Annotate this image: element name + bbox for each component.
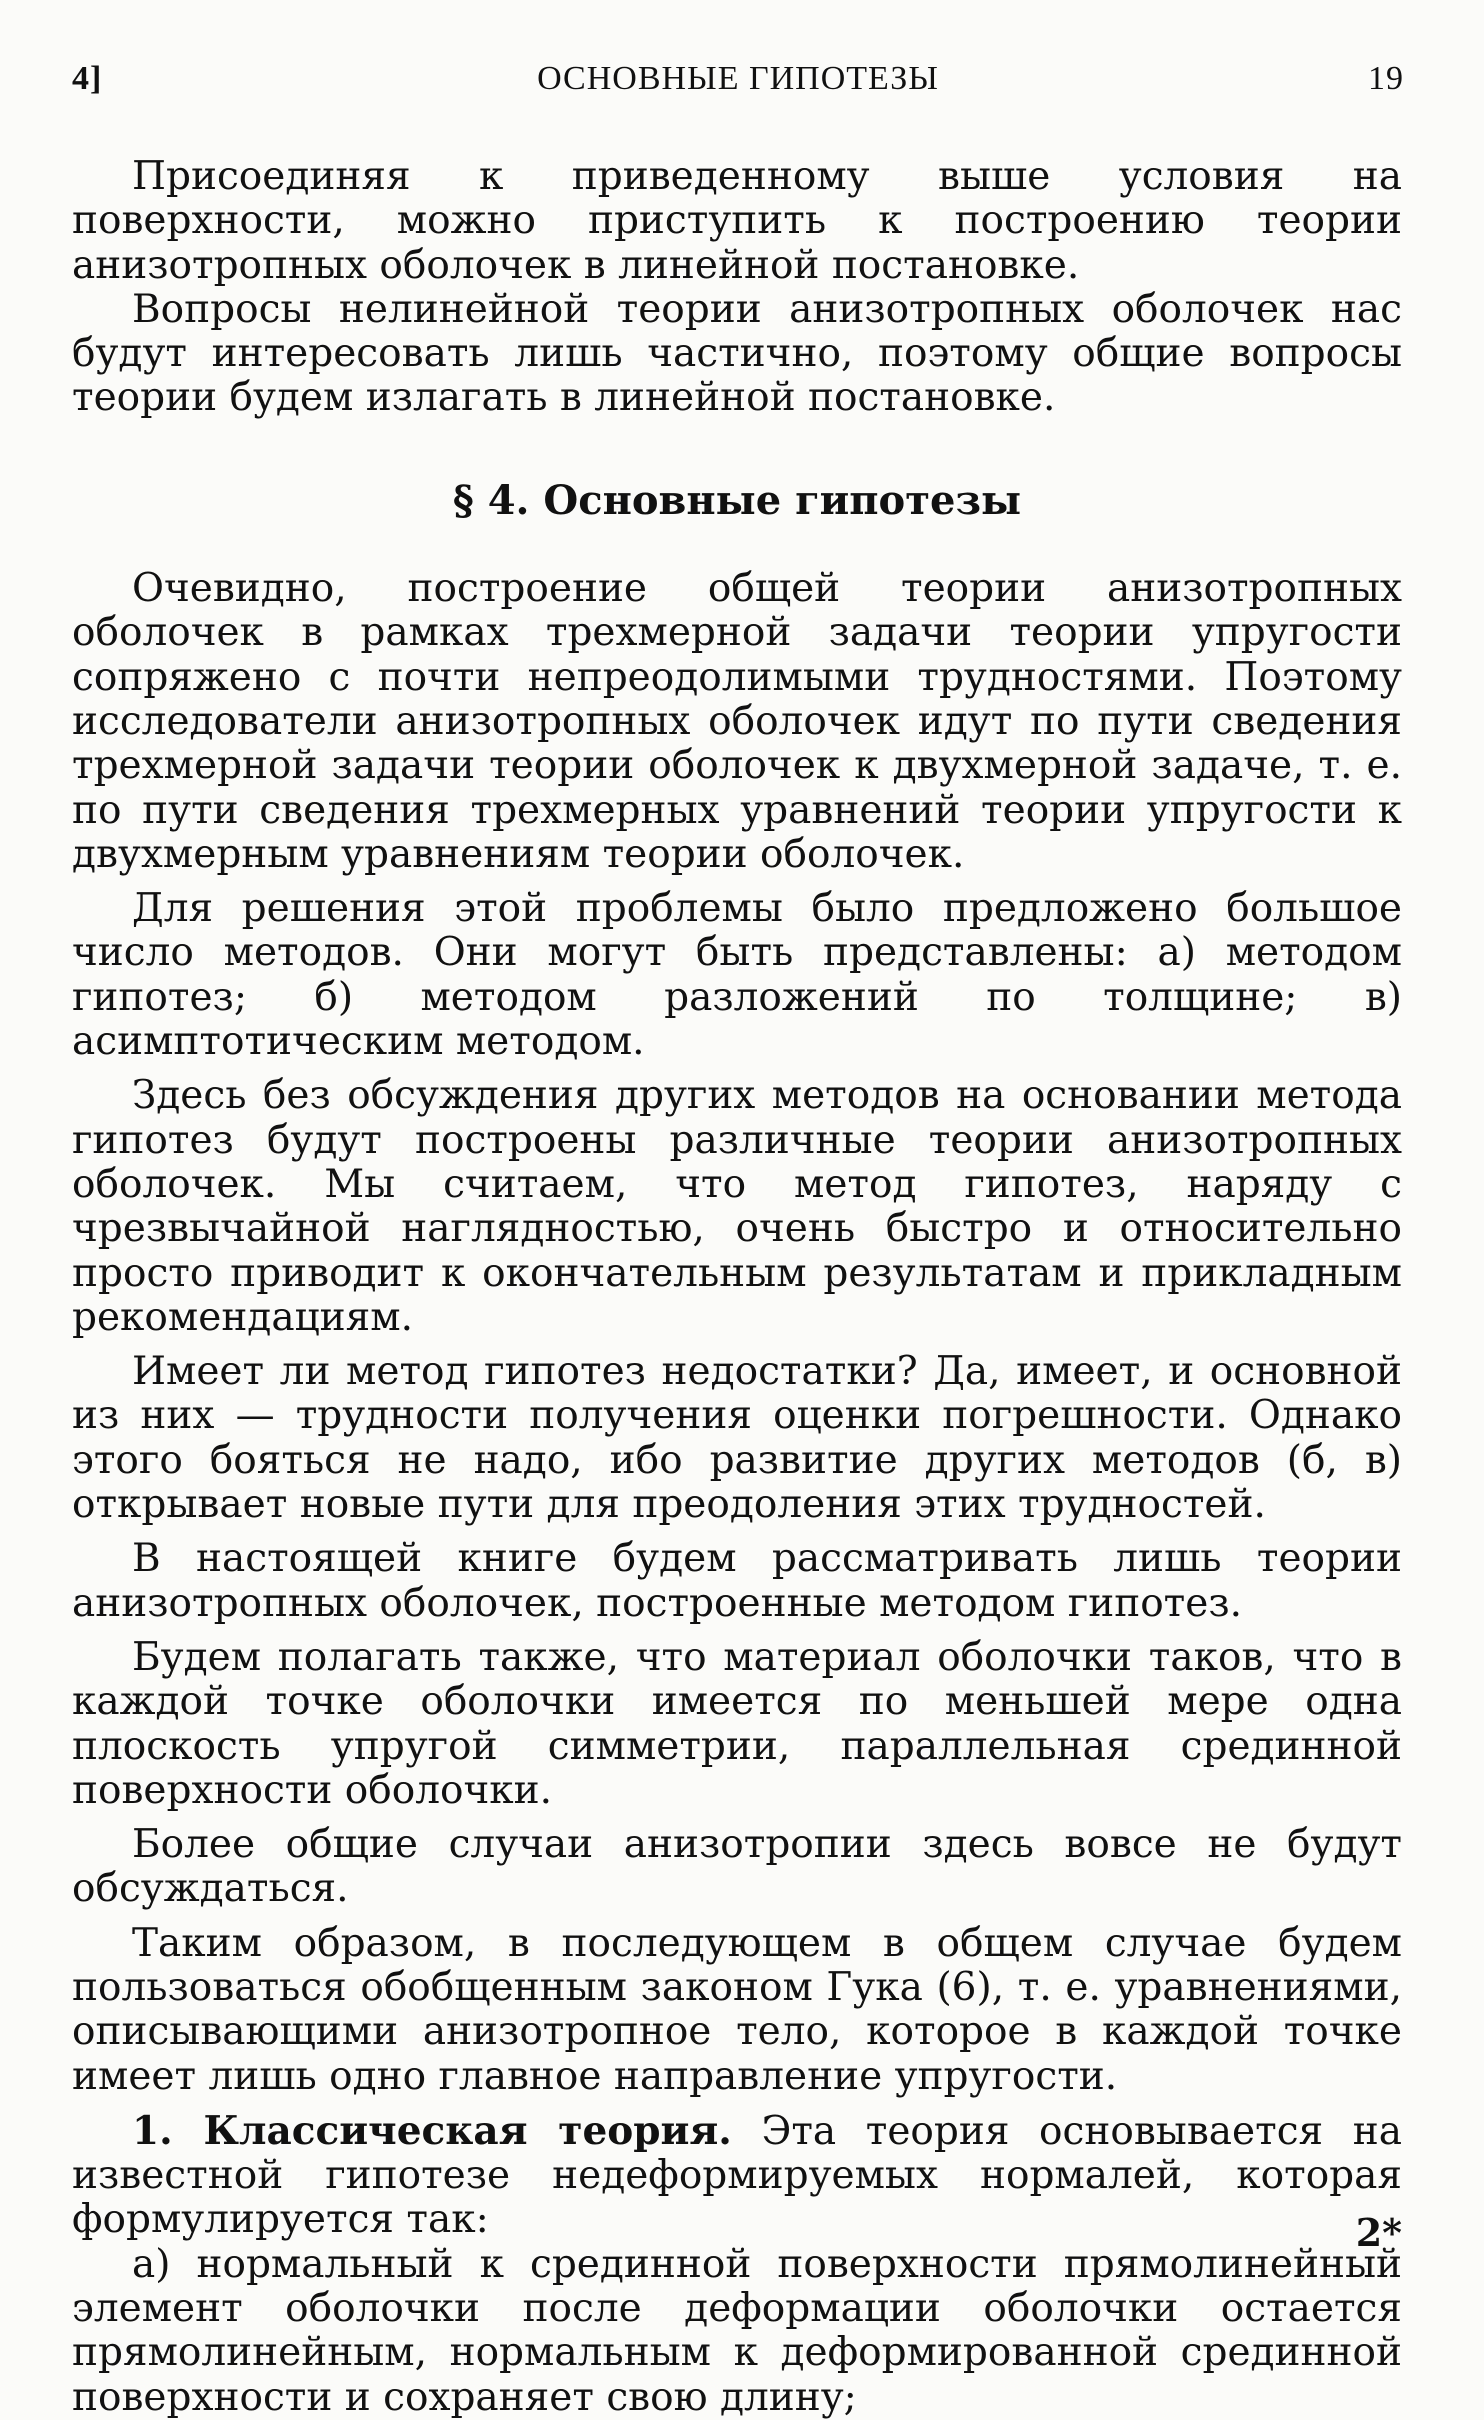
paragraph-1: Очевидно, построение общей теории анизотропных оболочек в рамках трехмерной задачи теории упругости сопряжено с почти непреодолимыми трудностями. Поэтому исследователи анизотропных оболочек идут по пути сведения трехмерной задачи теории оболочек к двухмерной задаче, т. е. по пути сведения трехмерных уравнений теории упругости к двухмерным уравнениям теории оболочек. — [72, 566, 1402, 877]
classical-theory-label: 1. Классическая теория. — [132, 2107, 732, 2154]
running-head-title: ОСНОВНЫЕ ГИПОТЕЗЫ — [537, 60, 939, 97]
paragraph-7: Более общие случаи анизотропии здесь вовсе не будут обсуждаться. — [72, 1822, 1402, 1912]
hypothesis-item-a: а) нормальный к срединной поверхности прямолинейный элемент оболочки после деформации оболочки остается прямолинейным, нормальным к деформированной срединной поверхности и сохраняет свою длину; — [72, 2241, 1402, 2420]
section-heading: § 4. Основные гипотезы — [452, 476, 1022, 524]
running-head — [72, 60, 1404, 110]
paragraph-8: Таким образом, в последующем в общем случае будем пользоваться обобщенным законом Гука (6), т. е. уравнениями, описывающими анизотропное тело, которое в каждой точке имеет лишь одно главное направление упругости. — [72, 1920, 1402, 2099]
paragraph-2: Для решения этой проблемы было предложено большое число методов. Они могут быть представлены: а) методом гипотез; б) методом разложений по толщине; в) асимптотическим методом. — [72, 886, 1402, 1065]
classical-theory-paragraph — [72, 2109, 1402, 2243]
intro-paragraph-2: Вопросы нелинейной теории анизотропных оболочек нас будут интересовать лишь частично, поэтому общие вопросы теории будем излагать в линейной постановке. — [72, 286, 1402, 421]
paragraph-6: Будем полагать также, что материал оболочки таков, что в каждой точке оболочки имеется по меньшей мере одна плоскость упругой симметрии, параллельная срединной поверхности оболочки. — [72, 1634, 1402, 1813]
signature-mark: 2* — [1355, 2210, 1402, 2255]
page-number: 19 — [1368, 60, 1404, 97]
paragraph-4: Имеет ли метод гипотез недостатки? Да, имеет, и основной из них — трудности получения оценки погрешности. Однако этого бояться не надо, ибо развитие других методов (б, в) открывает новые пути для преодоления этих трудностей. — [72, 1349, 1402, 1528]
intro-paragraph-1: Присоединяя к приведенному выше условия на поверхности, можно приступить к построению теории анизотропных оболочек в линейной постановке. — [72, 154, 1402, 288]
classical-theory-text: Эта теория основывается на известной гипотезе недеформируемых нормалей, которая формулируется так: — [72, 2108, 1402, 2243]
running-head-section-number: 4] — [72, 60, 103, 97]
body-text — [72, 155, 1402, 2420]
paragraph-3: Здесь без обсуждения других методов на основании метода гипотез будут построены различные теории анизотропных оболочек. Мы считаем, что метод гипотез, наряду с чрезвычайной наглядностью, очень быстро и относительно просто приводит к окончательным результатам и прикладным рекомендациям. — [72, 1073, 1402, 1340]
paragraph-5: В настоящей книге будем рассматривать лишь теории анизотропных оболочек, построенные методом гипотез. — [72, 1536, 1402, 1626]
